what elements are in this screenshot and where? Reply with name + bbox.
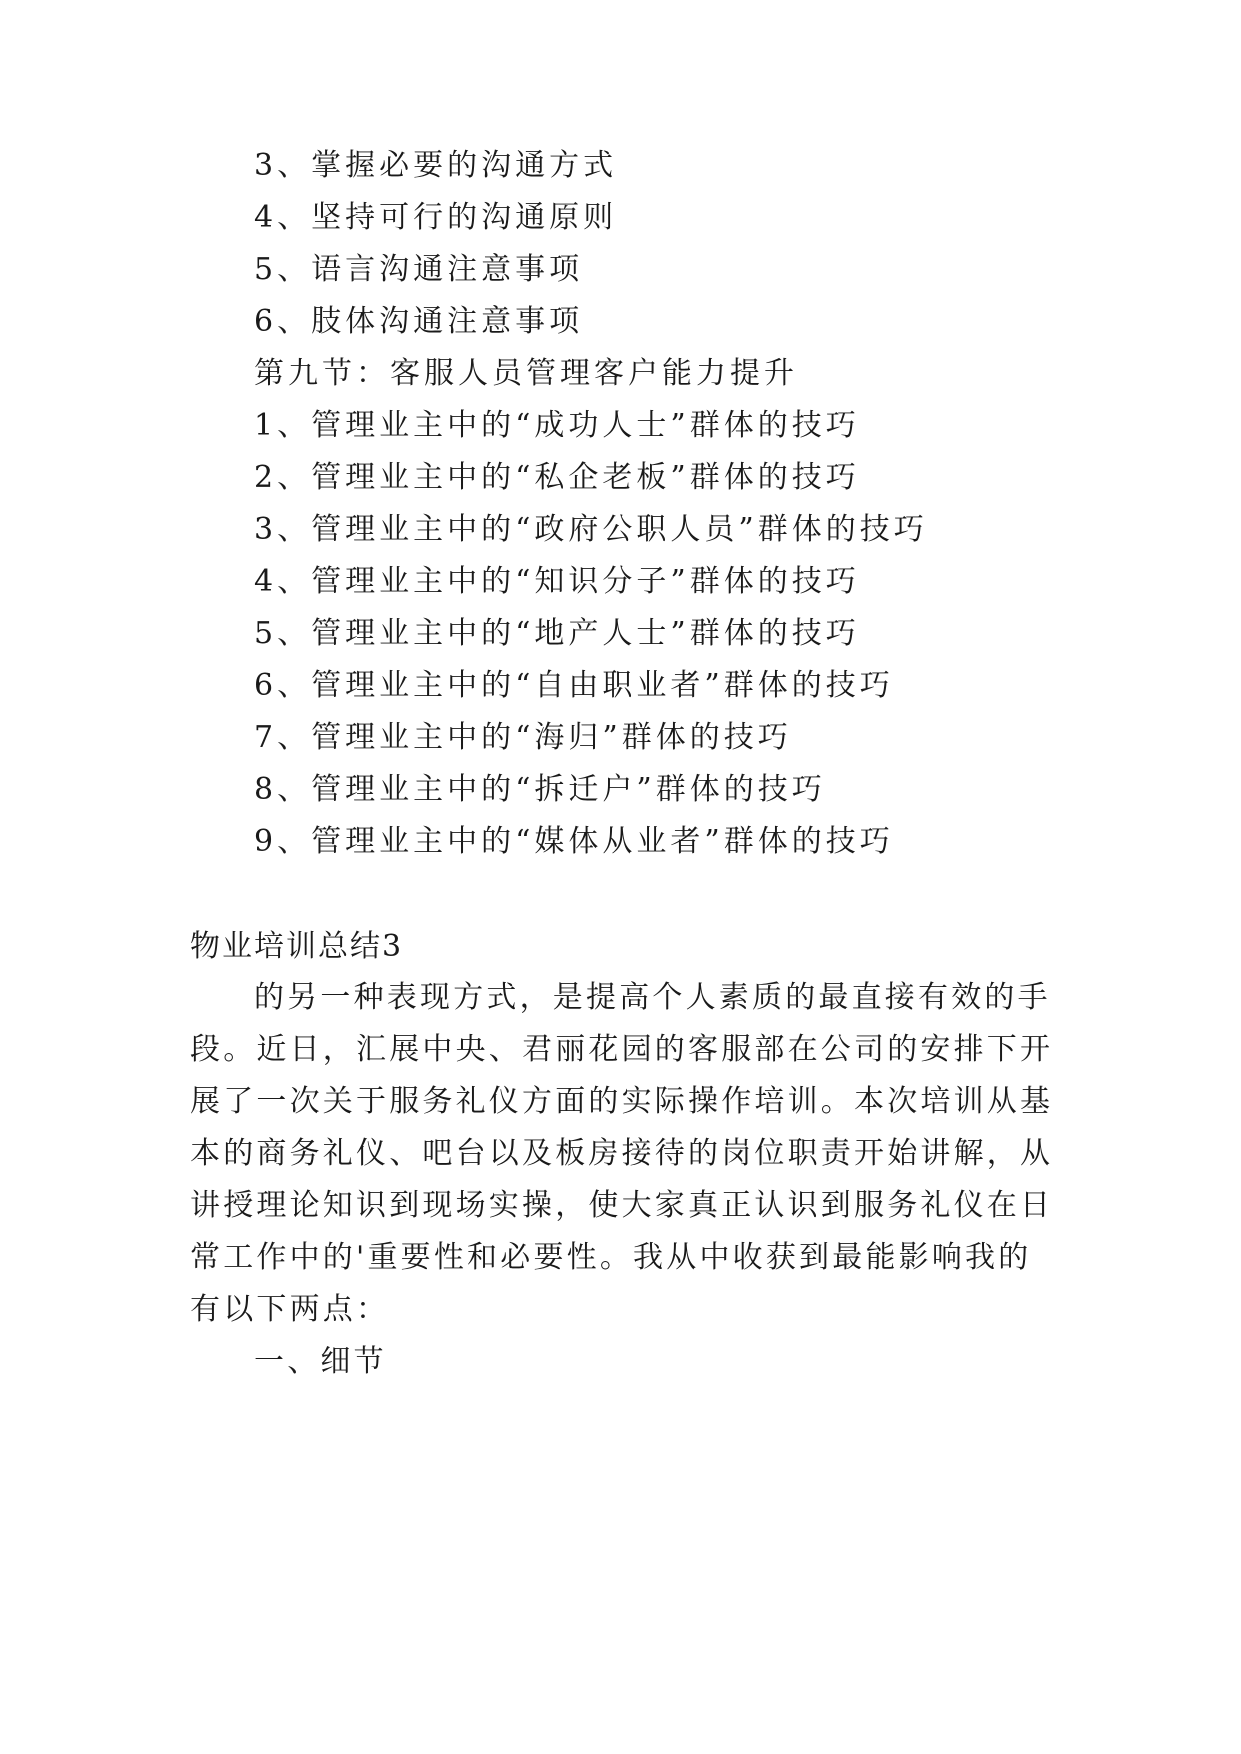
list-item: 4、管理业主中的“知识分子”群体的技巧 bbox=[254, 564, 860, 599]
list-item: 9、管理业主中的“媒体从业者”群体的技巧 bbox=[254, 824, 894, 859]
paragraph-line: 的另一种表现方式，是提高个人素质的最直接有效的手 bbox=[254, 980, 1051, 1015]
paragraph-line: 展了一次关于服务礼仪方面的实际操作培训。本次培训从基 bbox=[190, 1084, 1054, 1119]
list-item: 7、管理业主中的“海归”群体的技巧 bbox=[254, 720, 792, 755]
section-heading: 第九节：客服人员管理客户能力提升 bbox=[254, 356, 798, 391]
paragraph-line: 段。近日，汇展中央、君丽花园的客服部在公司的安排下开 bbox=[190, 1032, 1054, 1067]
list-item: 8、管理业主中的“拆迁户”群体的技巧 bbox=[254, 772, 826, 807]
list-item: 3、管理业主中的“政府公职人员”群体的技巧 bbox=[254, 512, 928, 547]
paragraph-line: 讲授理论知识到现场实操，使大家真正认识到服务礼仪在日 bbox=[190, 1188, 1054, 1223]
paragraph-line: 本的商务礼仪、吧台以及板房接待的岗位职责开始讲解，从 bbox=[190, 1136, 1054, 1171]
list-item: 3、掌握必要的沟通方式 bbox=[254, 148, 618, 183]
list-item: 6、管理业主中的“自由职业者”群体的技巧 bbox=[254, 668, 894, 703]
list-item: 5、语言沟通注意事项 bbox=[254, 252, 584, 287]
list-item: 5、管理业主中的“地产人士”群体的技巧 bbox=[254, 616, 860, 651]
paragraph-line: 有以下两点： bbox=[190, 1292, 390, 1327]
list-item: 4、坚持可行的沟通原则 bbox=[254, 200, 618, 235]
list-item: 6、肢体沟通注意事项 bbox=[254, 304, 584, 339]
document-title: 物业培训总结3 bbox=[190, 929, 404, 964]
subheading: 一、细节 bbox=[254, 1344, 387, 1379]
list-item: 1、管理业主中的“成功人士”群体的技巧 bbox=[254, 408, 860, 443]
paragraph-line: 常工作中的'重要性和必要性。我从中收获到最能影响我的 bbox=[190, 1240, 1032, 1275]
list-item: 2、管理业主中的“私企老板”群体的技巧 bbox=[254, 460, 860, 495]
